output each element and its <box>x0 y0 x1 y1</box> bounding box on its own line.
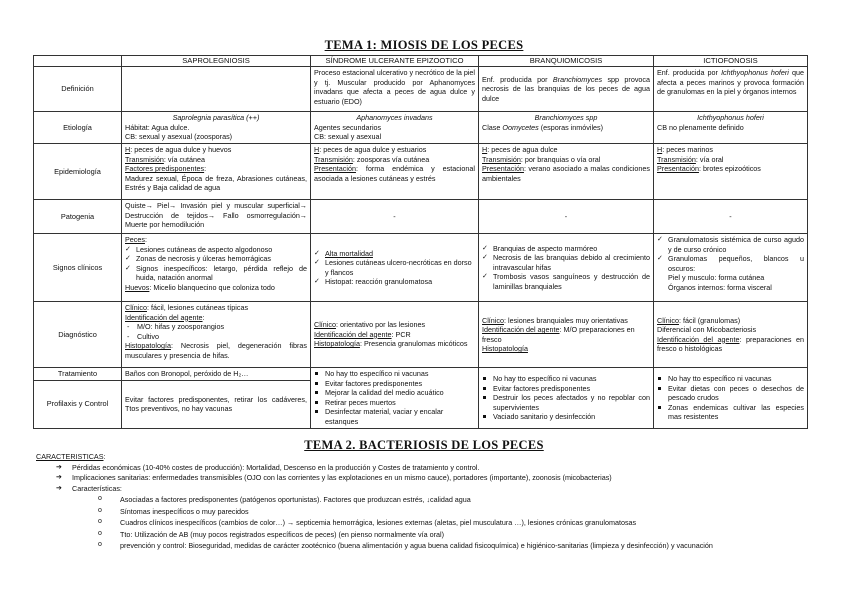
etiologia-ict: Ichthyophonus hoferi CB no plenamente definido <box>654 112 808 144</box>
list-item: Retirar peces muertos <box>314 398 475 408</box>
signos-bran <box>479 234 654 302</box>
page-title-tema-1: TEMA 1: MIOSIS DE LOS PECES <box>324 38 524 52</box>
profilaxis-sue <box>311 368 479 429</box>
arrow-item: ➔ Características: <box>36 484 826 494</box>
header-saprolegniosis: SAPROLEGNIOSIS <box>122 56 311 67</box>
list-item: ✓ Alta mortalidad <box>314 249 475 259</box>
row-label-diagnostico: Diagnóstico <box>34 302 122 368</box>
list-item: Desinfectar material, vaciar y encalar estanques <box>314 407 475 426</box>
list-item: Evitar dietas con peces o desechos de pescado crudos <box>657 384 804 403</box>
header-empty <box>34 56 122 67</box>
sub-item: o Síntomas inespecíficos o muy parecidos <box>36 507 826 517</box>
list-item: Destruir los peces afectados y no repoblar con supervivientes <box>482 393 650 412</box>
header-sindrome-ulcerante: SÍNDROME ULCERANTE EPIZOOTICO <box>311 56 479 67</box>
header-ictiofonosis: ICTIOFONOSIS <box>654 56 808 67</box>
list-item: ✓ Trombosis vasos sanguíneos y destrucción de laminillas branquiales <box>482 272 650 291</box>
profilaxis-sapro: Evitar factores predisponentes, retirar los cadáveres, Ttos preventivos, no hay vacunas <box>122 380 311 428</box>
patogenia-bran: - <box>479 200 654 234</box>
row-label-definicion: Definición <box>34 67 122 112</box>
definicion-sue: Proceso estacional ulcerativo y necrótico de la piel y tj. Muscular producido por Aphanomyces invadans que afecta a peces de agua dulce y estuario (EDO) <box>311 67 479 112</box>
list-item: ✓ Branquias de aspecto marmóreo <box>482 244 650 254</box>
row-label-epidemiologia: Epidemiología <box>34 144 122 200</box>
profilaxis-ict <box>654 368 808 429</box>
row-label-tratamiento: Tratamiento <box>34 368 122 381</box>
list-item: No hay tto específico ni vacunas <box>657 374 804 384</box>
patogenia-sue: - <box>311 200 479 234</box>
patogenia-ict: - <box>654 200 808 234</box>
diagnostico-ict: Clínico: fácil (granulomas) Diferencial con Micobacteriosis Identificación del agente: preparaciones en fresco o histológicas <box>654 302 808 368</box>
signos-sapro: Peces: ✓ Lesiones cutáneas de aspecto algodonoso ✓ Zonas de necrosis y úlceras hemorrágicas ✓ Signos inespecíficos: letargo, pérdida reflejo de huida, natación anormal Huevos: Micelio blanquecino que coloniza todo <box>122 234 311 302</box>
diseases-table <box>33 55 808 429</box>
row-label-signos: Signos clínicos <box>34 234 122 302</box>
etiologia-bran: Branchiomyces spp Clase Oomycetes (esporas inmóviles) <box>479 112 654 144</box>
list-item: ✓ Necrosis de las branquias debido al crecimiento intravascular hifas <box>482 253 650 272</box>
profilaxis-bran <box>479 368 654 429</box>
sub-item: o Asociadas a factores predisponentes (patógenos oportunistas). Factores que produzcan estrés, ↓calidad agua <box>36 495 826 505</box>
epidemiologia-sue: H: peces de agua dulce y estuarios Transmisión: zoosporas vía cutánea Presentación: forma endémica y estacional asociada a lesiones cutáneas y estrés <box>311 144 479 200</box>
list-item: Evitar factores predisponentes <box>314 379 475 389</box>
sub-item: o prevención y control: Bioseguridad, medidas de carácter zootécnico (buena alimentación y agua buena calidad fisicoquímica) e higiénico-sanitarias (limpieza y desinfección) y vacunación <box>36 541 826 551</box>
header-row <box>34 56 808 67</box>
list-item: ✓ Zonas de necrosis y úlceras hemorrágicas <box>125 254 307 264</box>
patogenia-sapro: Quiste→ Piel→ Invasión piel y muscular superficial→ Destrucción de tejidos→ Fallo osmorregulación→ Muerte por hemodilución <box>122 200 311 234</box>
list-item: ✓ Granulomas pequeños, blancos u oscuros: <box>657 254 804 273</box>
epidemiologia-sapro: H: peces de agua dulce y huevos Transmisión: vía cutánea Factores predisponentes: Madurez sexual, Época de freza, Abrasiones cutáneas, Estrés y Baja calidad de agua <box>122 144 311 200</box>
arrow-item: ➔ Pérdidas económicas (10-40% costes de producción): Mortalidad, Descenso en la producción y Costes de tratamiento y control. <box>36 463 826 473</box>
row-label-etiologia: Etiología <box>34 112 122 144</box>
list-item: ✓ Signos inespecíficos: letargo, pérdida reflejo de huida, natación anormal <box>125 264 307 283</box>
list-item: ✓ Histopat: reacción granulomatosa <box>314 277 475 287</box>
epidemiologia-bran: H: peces de agua dulce Transmisión: por branquias o vía oral Presentación: verano asociado a malas condiciones ambientales <box>479 144 654 200</box>
row-label-patogenia: Patogenia <box>34 200 122 234</box>
row-definicion <box>34 67 808 112</box>
row-patogenia <box>34 200 808 234</box>
list-item: Mejorar la calidad del medio acuático <box>314 388 475 398</box>
list-item: No hay tto específico ni vacunas <box>314 369 475 379</box>
etiologia-sapro: Saprolegnia parasítica (++) Hábitat: Agua dulce. CB: sexual y asexual (zoosporas) <box>122 112 311 144</box>
signos-ict: ✓ Granulomatosis sistémica de curso agudo y de curso crónico ✓ Granulomas pequeños, blancos u oscuros: Piel y musculo: forma cutánea Órganos internos: forma visceral <box>654 234 808 302</box>
etiologia-sue: Aphanomyces invadans Agentes secundarios CB: sexual y asexual <box>311 112 479 144</box>
row-tratamiento <box>34 368 808 381</box>
list-item: ✓ Lesiones cutáneas de aspecto algodonoso <box>125 245 307 255</box>
list-item: - M/O: hifas y zoosporangios <box>125 322 307 332</box>
diagnostico-sue: Clínico: orientativo por las lesiones Identificación del agente: PCR Histopatología: Presencia granulomas micóticos <box>311 302 479 368</box>
sub-item: o Cuadros clínicos inespecíficos (cambios de color…) → septicemia hemorrágica, lesiones externas (aletas, piel musculatura …), lesiones crónicas granulomatosas <box>36 518 826 528</box>
list-item: - Cultivo <box>125 332 307 342</box>
definicion-bran: Enf. producida por Branchiomyces spp provoca necrosis de las branquias de los peces de agua dulce <box>479 67 654 112</box>
list-item: ✓ Lesiones cutáneas ulcero-necróticas en dorso y flancos <box>314 258 475 277</box>
signos-sue <box>311 234 479 302</box>
header-branquiomicosis: BRANQUIOMICOSIS <box>479 56 654 67</box>
definicion-ict: Enf. producida por Ichthyophonus hoferi que afecta a peces marinos y provoca formación de granulomas en la piel y órganos internos <box>654 67 808 112</box>
arrow-item: ➔ Implicaciones sanitarias: enfermedades transmisibles (OJO con las corrientes y las explotaciones en un mismo cauce), portadores (importante), zoonosis (micobacterias) <box>36 473 826 483</box>
definicion-sapro <box>122 67 311 112</box>
diagnostico-bran: Clínico: lesiones branquiales muy orientativas Identificación del agente: M/O preparaciones en fresco Histopatología <box>479 302 654 368</box>
caracteristicas-heading: CARACTERISTICAS <box>36 452 104 461</box>
list-item: Evitar factores predisponentes <box>482 384 650 394</box>
list-item: Vaciado sanitario y desinfección <box>482 412 650 422</box>
row-epidemiologia <box>34 144 808 200</box>
row-diagnostico <box>34 302 808 368</box>
list-item: ✓ Granulomatosis sistémica de curso agudo y de curso crónico <box>657 235 804 254</box>
list-item: Zonas endemicas cultivar las especies mas resistentes <box>657 403 804 422</box>
page-title-tema-2: TEMA 2. BACTERIOSIS DE LOS PECES <box>304 438 544 452</box>
sub-item: o Tto: Utilización de AB (muy pocos registrados específicos de peces) (en pienso normalmente vía oral) <box>36 530 826 540</box>
list-item: No hay tto específico ni vacunas <box>482 374 650 384</box>
row-signos-clinicos <box>34 234 808 302</box>
row-etiologia <box>34 112 808 144</box>
epidemiologia-ict: H: peces marinos Transmisión: vía oral Presentación: brotes epizoóticos <box>654 144 808 200</box>
caracteristicas-section: CARACTERISTICAS: ➔ Pérdidas económicas (10-40% costes de producción): Mortalidad, Descenso en la producción y Costes de tratamiento y control. ➔ Implicaciones sanitarias: enfermedades transmisibles (OJO con las corrientes y las explotaciones en un mismo cauce), portadores (importante), zoonosis (micobacterias) ➔ Características: o Asociadas a factores predisponentes (patógenos oportunistas). Factores que produzcan estrés, ↓calidad agua o Síntomas inespecíficos o muy parecidos o Cuadros clínicos inespecíficos (cambios de color…) → septicemia hemorrágica, lesiones externas (aletas, piel musculatura …), lesiones crónicas granulomatosas o Tto: Utilización de AB (muy pocos registrados específicos de peces) (en pienso normalmente vía oral) o prevención y control: Bioseguridad, medidas de carácter zootécnico (buena alimentación y agua buena calidad fisicoquímica) e higiénico-sanitarias (limpieza y desinfección) y vacunación <box>36 452 826 553</box>
tratamiento-sapro: Baños con Bronopol, peróxido de H₂… <box>122 368 311 381</box>
row-label-profilaxis: Profilaxis y Control <box>34 380 122 428</box>
diagnostico-sapro: Clínico: fácil, lesiones cutáneas típicas Identificación del agente: - M/O: hifas y zoosporangios - Cultivo Histopatología: Necrosis piel, degeneración fibras musculares y presencia de hifas. <box>122 302 311 368</box>
